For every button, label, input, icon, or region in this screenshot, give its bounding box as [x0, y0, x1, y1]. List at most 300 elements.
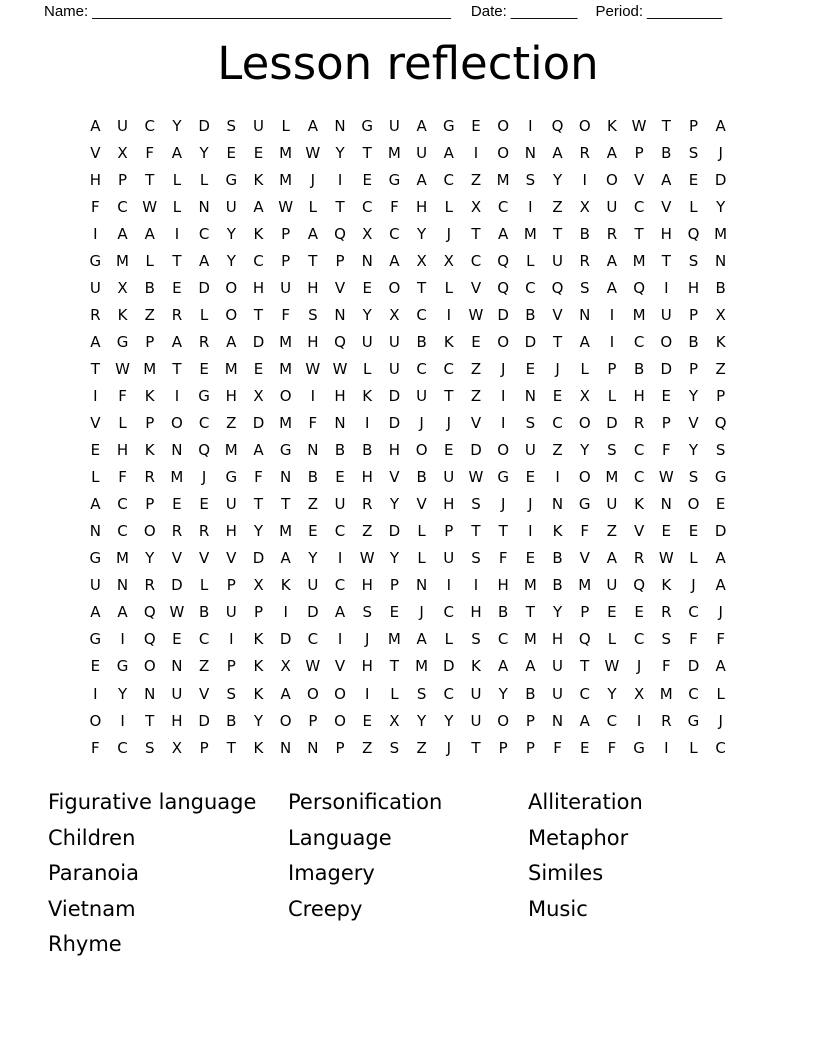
grid-letter: J: [555, 359, 560, 378]
grid-letter: N: [524, 386, 536, 405]
grid-letter: P: [335, 251, 345, 270]
grid-letter: N: [551, 711, 564, 730]
grid-letter: G: [442, 116, 455, 135]
grid-letter: D: [252, 332, 265, 351]
grid-letter: C: [117, 738, 128, 757]
grid-letter: R: [171, 522, 183, 541]
grid-letter: W: [631, 116, 647, 135]
grid-letter: Q: [497, 251, 510, 270]
grid-letter: I: [120, 630, 125, 649]
grid-letter: T: [253, 495, 264, 514]
grid-letter: X: [579, 386, 590, 405]
grid-letter: B: [144, 278, 155, 297]
grid-letter: C: [470, 251, 482, 270]
grid-letter: T: [226, 738, 236, 757]
grid-letter: H: [388, 441, 401, 460]
grid-letter: S: [525, 170, 536, 189]
grid-letter: V: [334, 278, 346, 297]
grid-letter: V: [470, 278, 482, 297]
grid-letter: Q: [497, 278, 510, 297]
grid-letter: K: [253, 684, 264, 703]
grid-letter: H: [171, 711, 183, 730]
grid-letter: C: [389, 224, 400, 243]
grid-letter: L: [199, 170, 209, 189]
grid-letter: A: [606, 278, 618, 297]
grid-letter: A: [253, 441, 264, 460]
grid-letter: W: [604, 657, 620, 676]
grid-letter: H: [116, 441, 129, 460]
grid-letter: O: [143, 522, 156, 541]
grid-letter: O: [497, 441, 510, 460]
grid-letter: T: [362, 143, 372, 162]
grid-letter: A: [416, 630, 427, 649]
grid-letter: G: [198, 386, 210, 405]
grid-letter: E: [172, 495, 182, 514]
grid-letter: U: [225, 603, 237, 622]
grid-letter: D: [524, 332, 537, 351]
grid-letter: O: [334, 684, 346, 703]
grid-letter: I: [310, 386, 316, 405]
grid-letter: I: [93, 386, 98, 405]
grid-letter: V: [661, 197, 672, 216]
grid-letter: E: [226, 143, 237, 162]
grid-letter: U: [416, 143, 428, 162]
grid-letter: J: [365, 630, 370, 649]
grid-letter: A: [552, 143, 563, 162]
grid-letter: S: [688, 251, 699, 270]
grid-letter: Y: [145, 549, 155, 568]
grid-letter: C: [198, 630, 210, 649]
grid-letter: C: [334, 522, 346, 541]
grid-letter: Q: [551, 278, 564, 297]
grid-letter: F: [281, 305, 290, 324]
grid-letter: I: [229, 630, 234, 649]
grid-letter: C: [633, 332, 645, 351]
grid-letter: O: [497, 116, 510, 135]
grid-letter: P: [226, 657, 236, 676]
grid-letter: S: [715, 441, 726, 460]
grid-letter: V: [633, 522, 645, 541]
word-list-item: Similes: [528, 861, 604, 886]
grid-letter: K: [144, 441, 155, 460]
grid-letter: A: [579, 332, 590, 351]
grid-letter: J: [446, 224, 451, 243]
grid-letter: L: [172, 170, 182, 189]
grid-letter: D: [687, 657, 700, 676]
grid-letter: F: [553, 738, 562, 757]
grid-letter: Y: [580, 441, 590, 460]
grid-letter: T: [417, 278, 427, 297]
grid-letter: P: [145, 414, 155, 433]
grid-letter: B: [661, 143, 672, 162]
grid-letter: L: [444, 197, 453, 216]
grid-letter: Y: [716, 197, 726, 216]
grid-letter: P: [308, 711, 318, 730]
grid-letter: S: [144, 738, 155, 757]
grid-letter: S: [308, 305, 318, 324]
grid-letter: S: [362, 603, 372, 622]
grid-letter: A: [226, 332, 237, 351]
grid-letter: G: [225, 170, 238, 189]
grid-letter: C: [117, 197, 128, 216]
grid-letter: S: [471, 630, 481, 649]
grid-letter: V: [226, 549, 237, 568]
grid-letter: B: [552, 549, 563, 568]
grid-letter: I: [555, 468, 560, 487]
grid-letter: B: [552, 576, 563, 595]
grid-letter: C: [416, 305, 427, 324]
grid-letter: C: [552, 414, 563, 433]
grid-letter: E: [362, 170, 372, 189]
grid-letter: D: [443, 657, 455, 676]
grid-letter: T: [308, 251, 318, 270]
grid-letter: H: [307, 278, 319, 297]
grid-letter: X: [389, 305, 400, 324]
grid-letter: P: [634, 143, 644, 162]
grid-letter: C: [633, 630, 645, 649]
grid-letter: H: [687, 278, 700, 297]
grid-letter: N: [524, 143, 536, 162]
grid-letter: E: [172, 630, 182, 649]
word-list-item: Rhyme: [48, 932, 122, 957]
grid-letter: R: [579, 251, 590, 270]
grid-letter: U: [416, 386, 428, 405]
grid-letter: N: [361, 251, 373, 270]
grid-letter: E: [634, 603, 644, 622]
grid-letter: F: [390, 197, 399, 216]
grid-letter: U: [307, 576, 319, 595]
grid-letter: M: [714, 224, 728, 243]
grid-letter: D: [252, 549, 265, 568]
grid-letter: V: [633, 170, 645, 189]
grid-letter: P: [389, 576, 399, 595]
grid-letter: A: [171, 332, 183, 351]
grid-letter: M: [523, 576, 537, 595]
grid-letter: C: [525, 278, 536, 297]
grid-letter: F: [118, 386, 127, 405]
grid-letter: X: [579, 197, 590, 216]
grid-letter: F: [308, 414, 318, 433]
grid-letter: O: [143, 657, 156, 676]
grid-letter: I: [528, 116, 533, 135]
grid-letter: E: [199, 495, 209, 514]
grid-letter: I: [609, 332, 615, 351]
grid-letter: A: [280, 684, 291, 703]
grid-letter: A: [253, 197, 264, 216]
grid-letter: D: [171, 576, 183, 595]
grid-letter: J: [201, 468, 207, 487]
grid-letter: O: [497, 332, 510, 351]
grid-letter: N: [171, 657, 183, 676]
grid-letter: T: [281, 495, 291, 514]
word-list-item: Metaphor: [528, 825, 629, 850]
grid-letter: C: [443, 359, 455, 378]
grid-letter: W: [658, 468, 674, 487]
grid-letter: N: [307, 441, 319, 460]
grid-letter: G: [89, 251, 102, 270]
grid-letter: U: [524, 441, 536, 460]
grid-letter: A: [307, 224, 318, 243]
grid-letter: J: [528, 495, 533, 514]
grid-letter: C: [688, 603, 699, 622]
grid-letter: A: [715, 549, 726, 568]
grid-letter: X: [715, 305, 726, 324]
grid-letter: C: [144, 116, 155, 135]
grid-letter: A: [498, 657, 509, 676]
word-list-item: Language: [288, 825, 392, 850]
grid-letter: M: [632, 305, 646, 324]
grid-letter: I: [174, 224, 180, 243]
grid-letter: T: [525, 603, 535, 622]
grid-letter: O: [606, 170, 618, 189]
grid-letter: U: [388, 116, 400, 135]
grid-letter: L: [417, 522, 426, 541]
grid-letter: C: [715, 738, 726, 757]
grid-letter: E: [661, 522, 672, 541]
grid-letter: X: [171, 738, 183, 757]
grid-letter: V: [198, 684, 210, 703]
grid-letter: D: [470, 441, 482, 460]
grid-letter: H: [361, 576, 373, 595]
word-search-grid: [82, 112, 735, 761]
grid-letter: U: [225, 197, 237, 216]
grid-letter: B: [579, 224, 590, 243]
grid-letter: X: [633, 684, 645, 703]
grid-letter: Z: [307, 495, 318, 514]
grid-letter: S: [688, 143, 699, 162]
grid-letter: H: [415, 197, 428, 216]
grid-letter: I: [337, 630, 343, 649]
grid-letter: P: [253, 603, 263, 622]
grid-letter: E: [471, 332, 481, 351]
grid-letter: Y: [226, 224, 236, 243]
grid-letter: V: [552, 305, 563, 324]
grid-letter: G: [89, 630, 102, 649]
grid-letter: D: [660, 359, 673, 378]
grid-letter: L: [607, 630, 617, 649]
grid-letter: Z: [715, 359, 726, 378]
grid-letter: R: [90, 305, 101, 324]
grid-letter: B: [525, 684, 536, 703]
grid-letter: C: [334, 576, 346, 595]
grid-letter: A: [661, 170, 672, 189]
grid-letter: K: [253, 657, 264, 676]
grid-letter: J: [691, 576, 696, 595]
grid-letter: H: [225, 386, 237, 405]
word-list-column: [528, 785, 768, 963]
grid-letter: J: [718, 603, 723, 622]
grid-letter: T: [661, 116, 671, 135]
grid-letter: I: [283, 603, 288, 622]
grid-letter: G: [497, 468, 509, 487]
word-list-item: Personification: [288, 790, 443, 815]
grid-letter: Z: [470, 170, 482, 189]
grid-letter: N: [280, 468, 292, 487]
grid-letter: I: [446, 576, 451, 595]
grid-letter: O: [225, 305, 238, 324]
grid-letter: R: [579, 143, 590, 162]
grid-letter: C: [307, 630, 319, 649]
grid-letter: E: [444, 441, 454, 460]
grid-letter: A: [606, 143, 618, 162]
word-list-item: Figurative language: [48, 790, 257, 815]
grid-letter: H: [89, 170, 101, 189]
period-label: Period:: [595, 3, 644, 20]
grid-letter: P: [335, 738, 345, 757]
grid-letter: M: [279, 414, 293, 433]
grid-letter: W: [359, 549, 375, 568]
grid-letter: O: [279, 711, 292, 730]
grid-letter: S: [688, 468, 699, 487]
grid-letter: T: [145, 711, 155, 730]
grid-letter: W: [142, 197, 158, 216]
grid-letter: O: [660, 332, 673, 351]
grid-letter: Z: [470, 359, 482, 378]
grid-letter: X: [253, 386, 264, 405]
grid-letter: Z: [606, 522, 618, 541]
grid-letter: O: [415, 441, 428, 460]
grid-letter: R: [198, 522, 210, 541]
grid-letter: T: [580, 657, 590, 676]
grid-letter: K: [280, 576, 291, 595]
grid-letter: H: [633, 386, 645, 405]
grid-letter: I: [664, 278, 669, 297]
grid-letter: J: [718, 143, 723, 162]
grid-letter: S: [661, 630, 672, 649]
grid-letter: A: [117, 603, 128, 622]
grid-letter: M: [279, 359, 293, 378]
word-list-item: Creepy: [288, 896, 363, 921]
grid-letter: U: [443, 468, 455, 487]
grid-letter: K: [661, 576, 672, 595]
grid-letter: P: [281, 224, 291, 243]
grid-letter: F: [580, 522, 590, 541]
grid-letter: Y: [607, 684, 617, 703]
word-list-item: Children: [48, 825, 136, 850]
grid-letter: Y: [308, 549, 318, 568]
grid-letter: T: [172, 359, 182, 378]
grid-letter: B: [198, 603, 210, 622]
grid-letter: C: [633, 441, 645, 460]
grid-letter: B: [416, 332, 427, 351]
grid-letter: R: [144, 576, 155, 595]
grid-letter: C: [633, 468, 645, 487]
grid-letter: E: [525, 359, 536, 378]
grid-letter: Z: [362, 522, 373, 541]
grid-letter: K: [715, 332, 726, 351]
grid-letter: C: [117, 522, 128, 541]
grid-letter: Q: [551, 116, 564, 135]
grid-letter: U: [361, 332, 373, 351]
grid-letter: N: [144, 684, 156, 703]
grid-letter: P: [661, 414, 671, 433]
grid-letter: S: [471, 549, 481, 568]
grid-letter: T: [552, 224, 563, 243]
grid-letter: R: [661, 711, 672, 730]
grid-letter: H: [470, 603, 482, 622]
grid-letter: S: [607, 441, 617, 460]
grid-letter: K: [253, 630, 264, 649]
grid-letter: L: [363, 359, 372, 378]
name-label: Name:: [44, 3, 89, 20]
grid-letter: D: [606, 414, 618, 433]
grid-letter: Y: [389, 495, 399, 514]
grid-letter: T: [471, 224, 481, 243]
grid-letter: I: [337, 170, 343, 189]
grid-letter: E: [579, 738, 590, 757]
grid-letter: L: [91, 468, 100, 487]
grid-letter: E: [688, 522, 699, 541]
grid-letter: A: [280, 549, 291, 568]
grid-letter: W: [468, 305, 484, 324]
grid-letter: H: [361, 468, 373, 487]
grid-letter: I: [93, 224, 98, 243]
grid-letter: I: [473, 143, 479, 162]
grid-letter: M: [224, 441, 238, 460]
grid-letter: X: [117, 143, 128, 162]
grid-letter: T: [444, 386, 454, 405]
grid-letter: O: [578, 468, 591, 487]
grid-letter: T: [335, 197, 345, 216]
period-field-group: [596, 3, 723, 20]
grid-letter: E: [199, 359, 209, 378]
grid-letter: H: [497, 576, 509, 595]
grid-letter: Y: [389, 549, 399, 568]
grid-letter: A: [90, 603, 101, 622]
grid-letter: C: [633, 197, 645, 216]
grid-letter: C: [416, 359, 427, 378]
grid-letter: A: [715, 657, 726, 676]
grid-letter: G: [388, 170, 401, 189]
word-list: [48, 785, 816, 963]
grid-letter: P: [281, 251, 291, 270]
grid-letter: Y: [117, 684, 128, 703]
grid-letter: B: [362, 441, 373, 460]
grid-letter: E: [172, 278, 182, 297]
grid-letter: J: [419, 603, 424, 622]
grid-letter: P: [716, 386, 726, 405]
grid-letter: U: [334, 495, 346, 514]
grid-letter: B: [525, 305, 536, 324]
grid-letter: K: [253, 224, 264, 243]
grid-letter: G: [225, 468, 238, 487]
grid-letter: C: [443, 603, 455, 622]
grid-letter: C: [688, 684, 699, 703]
grid-letter: U: [443, 549, 455, 568]
grid-letter: D: [198, 278, 210, 297]
name-blank-line: ___________________________________________: [92, 3, 451, 20]
word-list-item: Paranoia: [48, 861, 139, 886]
grid-letter: H: [307, 332, 319, 351]
grid-letter: M: [224, 359, 238, 378]
grid-letter: M: [523, 224, 537, 243]
grid-letter: D: [388, 386, 401, 405]
grid-letter: W: [278, 197, 294, 216]
grid-letter: W: [305, 359, 321, 378]
grid-letter: F: [716, 630, 725, 649]
grid-letter: J: [718, 711, 723, 730]
grid-letter: O: [687, 495, 700, 514]
grid-letter: Q: [578, 630, 591, 649]
grid-letter: D: [198, 711, 210, 730]
grid-letter: V: [90, 143, 101, 162]
grid-letter: V: [90, 414, 101, 433]
grid-letter: I: [582, 170, 587, 189]
grid-letter: M: [279, 143, 293, 162]
grid-letter: A: [606, 251, 618, 270]
grid-letter: F: [498, 549, 508, 568]
grid-letter: W: [115, 359, 130, 378]
